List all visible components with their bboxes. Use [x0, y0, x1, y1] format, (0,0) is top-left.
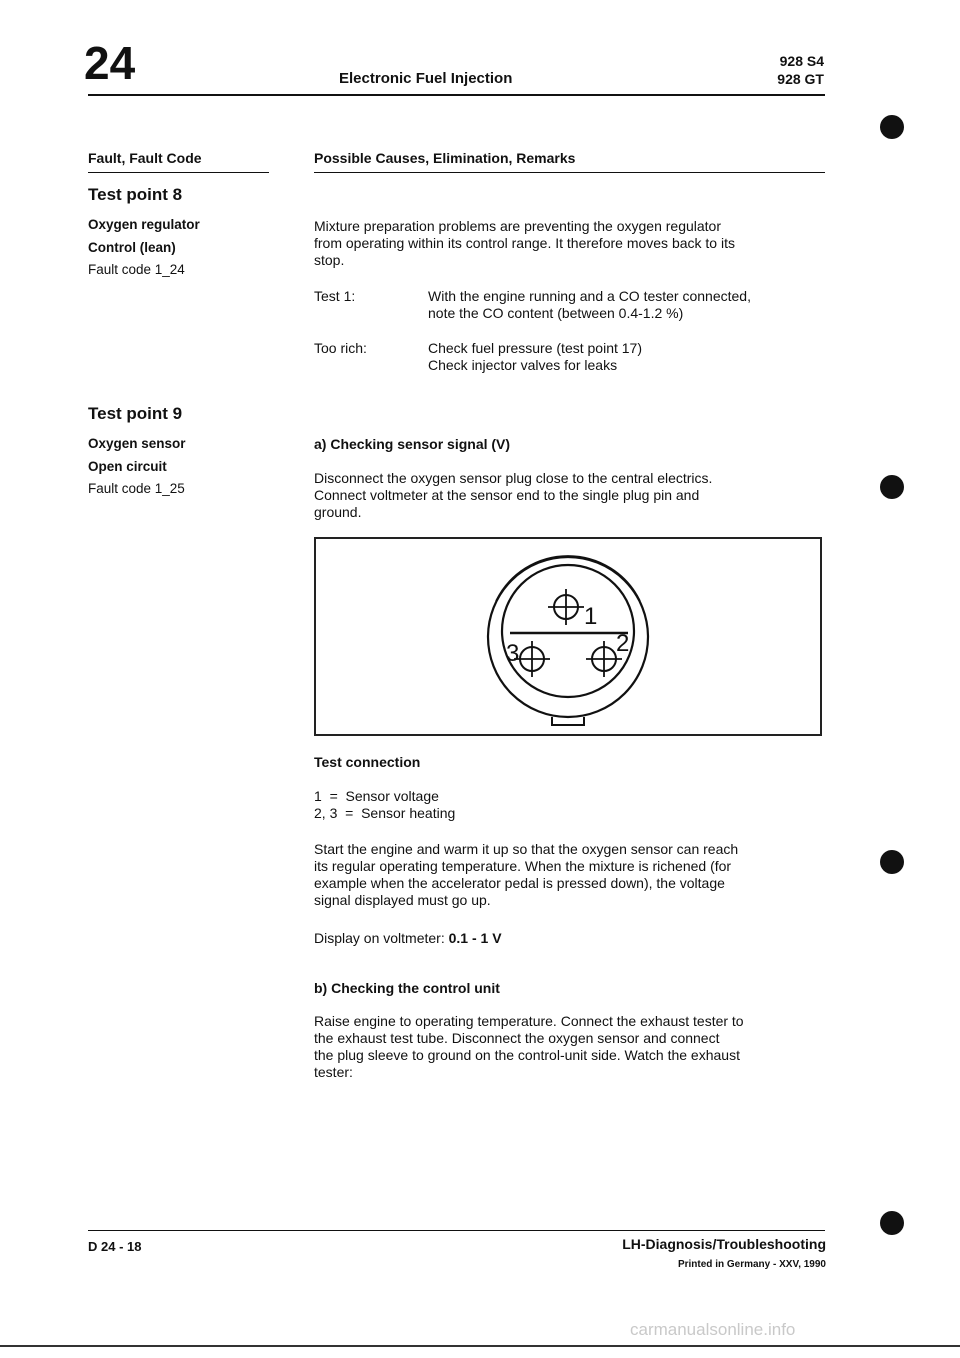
text-line: Connect voltmeter at the sensor end to the single plug pin and: [314, 487, 700, 503]
watermark: carmanualsonline.info: [630, 1320, 796, 1339]
section-b-text: [314, 1013, 829, 1081]
binder-hole-dot: [880, 475, 904, 499]
text-line: stop.: [314, 252, 345, 268]
model-block: [760, 52, 824, 88]
too-rich-label: Too rich:: [314, 340, 367, 356]
test-connection-heading: Test connection: [314, 754, 421, 770]
section-a-text: [314, 470, 829, 521]
test1-label: Test 1:: [314, 288, 356, 304]
pin-3-label: 3: [506, 640, 520, 667]
text-line: signal displayed must go up.: [314, 892, 491, 908]
test-point-8-intro: [314, 218, 829, 269]
display-label: Display on voltmeter:: [314, 930, 449, 946]
text-line: Raise engine to operating temperature. Connect the exhaust tester to: [314, 1013, 744, 1029]
printed-note: Printed in Germany - XXV, 1990: [677, 1259, 826, 1270]
test-point-9-condition: Open circuit: [88, 459, 167, 474]
left-column-heading: Fault, Fault Code: [88, 150, 202, 166]
test-point-9-component: Oxygen sensor: [88, 436, 186, 451]
test1-text: [428, 288, 828, 322]
text-line: Start the engine and warm it up so that the oxygen sensor can reach: [314, 841, 739, 857]
text-line: Mixture preparation problems are preventing the oxygen regulator: [314, 218, 722, 234]
model-line: 928 GT: [777, 71, 824, 87]
test-point-8-condition: Control (lean): [88, 240, 176, 255]
test-point-9-title: Test point 9: [88, 404, 183, 423]
text-line: Check fuel pressure (test point 17): [428, 340, 642, 356]
display-value: 0.1 - 1 V: [448, 930, 502, 946]
pin-1-label: 1: [584, 603, 598, 630]
text-line: its regular operating temperature. When the mixture is richened (for: [314, 858, 732, 874]
binder-hole-dot: [880, 850, 904, 874]
footer-section: LH-Diagnosis/Troubleshooting: [622, 1236, 826, 1252]
text-line: tester:: [314, 1064, 353, 1080]
text-line: Disconnect the oxygen sensor plug close to the central electrics.: [314, 470, 713, 486]
page-title: Electronic Fuel Injection: [339, 70, 513, 87]
text-line: Check injector valves for leaks: [428, 357, 618, 373]
legend-line: 2, 3 = Sensor heating: [314, 805, 456, 821]
binder-hole-dot: [880, 115, 904, 139]
connector-diagram-frame: [314, 537, 822, 736]
text-line: note the CO content (between 0.4-1.2 %): [428, 305, 684, 321]
heading-rule-right: [314, 172, 825, 173]
section-b-heading: b) Checking the control unit: [314, 980, 500, 996]
connector-plug-icon: [316, 539, 820, 734]
test-point-9-fault-code: Fault code 1_25: [88, 481, 185, 496]
binder-hole-dot: [880, 1211, 904, 1235]
test-connection-legend: [314, 788, 829, 822]
header-rule: [88, 94, 825, 96]
legend-line: 1 = Sensor voltage: [314, 788, 439, 804]
text-line: With the engine running and a CO tester connected,: [428, 288, 751, 304]
text-line: from operating within its control range. It therefore moves back to its: [314, 235, 735, 251]
right-column-heading: Possible Causes, Elimination, Remarks: [314, 150, 576, 166]
heading-rule-left: [88, 172, 269, 173]
test-point-8-title: Test point 8: [88, 185, 183, 204]
bottom-rule: [0, 1345, 960, 1347]
too-rich-text: [428, 340, 828, 374]
pin-2-label: 2: [616, 630, 630, 657]
warmup-text: [314, 841, 829, 909]
section-number: 24: [84, 37, 136, 89]
text-line: example when the accelerator pedal is pressed down), the voltage: [314, 875, 725, 891]
model-line: 928 S4: [779, 53, 824, 69]
voltmeter-display: [314, 930, 829, 947]
text-line: ground.: [314, 504, 362, 520]
footer-rule: [88, 1230, 825, 1231]
text-line: the plug sleeve to ground on the control-unit side. Watch the exhaust: [314, 1047, 740, 1063]
page-number: D 24 - 18: [88, 1239, 142, 1254]
test-point-8-component: Oxygen regulator: [88, 217, 200, 232]
text-line: the exhaust test tube. Disconnect the oxygen sensor and connect: [314, 1030, 720, 1046]
test-point-8-fault-code: Fault code 1_24: [88, 262, 185, 277]
section-a-heading: a) Checking sensor signal (V): [314, 436, 511, 452]
